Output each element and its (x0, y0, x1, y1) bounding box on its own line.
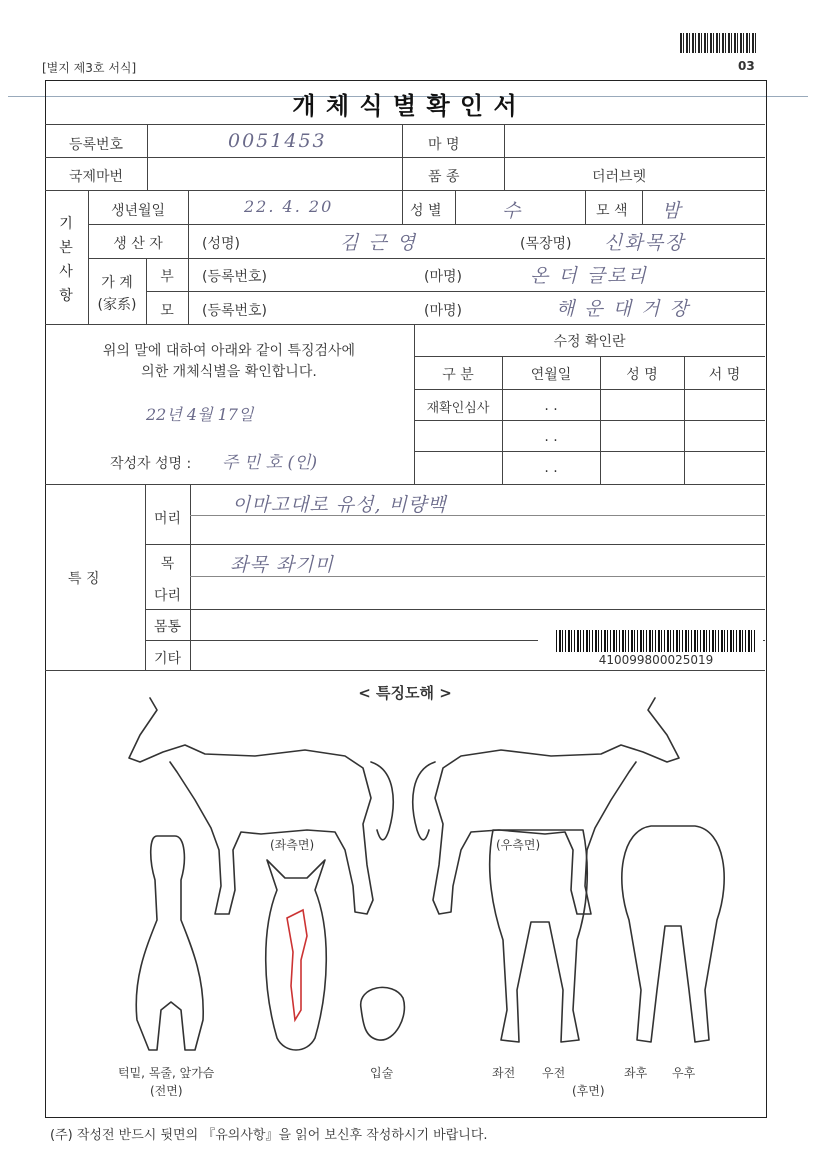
writer-label: 작성자 성명 : (110, 456, 192, 472)
neck-value: 좌목 좌기미 (230, 554, 334, 576)
sire-name: 온 더 글로리 (530, 265, 648, 287)
sire-name-sub: (마명) (424, 269, 462, 285)
front-caption: 턱밑, 목줄, 앞가슴 (118, 1066, 215, 1080)
revision-header-name: 성 명 (626, 367, 658, 383)
farm-name: 신화목장 (604, 232, 686, 254)
farm-name-sub: (목장명) (520, 236, 572, 252)
face-marking (287, 910, 307, 1020)
revision-row-2-date: . . (544, 429, 558, 445)
top-barcode (680, 33, 756, 53)
features-side-label: 특 징 (68, 571, 100, 587)
producer-name: 김 근 영 (340, 232, 418, 254)
revision-row-1-type: 재확인심사 (426, 401, 490, 416)
front-left-caption: 좌전 (492, 1066, 516, 1080)
lineage-label: 가 계 (101, 275, 133, 291)
hind-left-caption: 좌후 (624, 1066, 648, 1080)
revision-row-3-date: . . (544, 460, 558, 476)
other-label: 기타 (153, 651, 182, 667)
revision-title: 수정 확인란 (553, 334, 626, 350)
birth-date-value: 22. 4. 20 (244, 197, 334, 216)
diagram-title: < 특징도해 > (358, 684, 452, 702)
basic-info-side-label: 기 본 사 항 (59, 216, 73, 304)
page-title: 개 체 식 별 확 인 서 (292, 92, 518, 120)
neck-label: 목 (160, 556, 175, 572)
revision-header-date: 연월일 (530, 367, 572, 383)
color-label: 모 색 (596, 203, 628, 219)
breed-value: 더러브렛 (592, 169, 647, 185)
lineage-hanja: (家系) (97, 297, 137, 313)
muzzle (361, 987, 405, 1040)
legs-label: 다리 (153, 588, 182, 604)
writer-name: 주 민 호 (인) (222, 453, 318, 473)
dam-name: 해 운 대 거 장 (556, 298, 690, 320)
hind-right-caption: 우후 (672, 1066, 696, 1080)
dam-label: 모 (160, 303, 174, 319)
page-number: 03 (738, 59, 755, 73)
producer-name-sub: (성명) (202, 236, 240, 252)
left-side-caption: (좌측면) (270, 838, 315, 852)
head-label: 머리 (153, 511, 182, 527)
label-barcode-number: 410099800025019 (598, 653, 714, 667)
form-label: [별지 제3호 서식] (42, 61, 137, 75)
breed-label: 품 종 (428, 169, 460, 185)
dam-reg-sub: (등록번호) (202, 303, 268, 319)
producer-label: 생 산 자 (113, 236, 163, 252)
dam-name-sub: (마명) (424, 303, 462, 319)
reg-number-label: 등록번호 (68, 137, 124, 153)
head-front (266, 860, 327, 1050)
right-side-caption: (우측면) (496, 838, 541, 852)
sire-reg-sub: (등록번호) (202, 269, 268, 285)
confirm-text-1: 위의 말에 대하여 아래와 같이 특징검사에 (102, 343, 356, 359)
horse-diagrams (45, 690, 765, 1110)
front-view-horse (136, 836, 203, 1050)
confirm-text-2: 의한 개체식별을 확인합니다. (141, 364, 317, 380)
revision-header-sign: 서 명 (708, 367, 741, 383)
sex-label: 성 별 (410, 203, 442, 219)
left-side-horse (129, 698, 373, 914)
footer-note: (주) 작성전 반드시 뒷면의 『유의사항』을 읽어 보신후 작성하시기 바랍니다. (50, 1128, 488, 1143)
color-value: 밤 (662, 200, 683, 222)
label-barcode (556, 630, 756, 652)
head-value: 이마고대로 유성, 비량백 (232, 494, 447, 516)
revision-header-type: 구 분 (442, 367, 474, 383)
sire-label: 부 (160, 269, 174, 285)
rear-view-caption: (후면) (572, 1084, 605, 1098)
muzzle-caption: 입술 (370, 1066, 394, 1080)
rear-view-horse (622, 826, 724, 1042)
right-side-horse (433, 698, 679, 914)
front-view-caption: (전면) (150, 1084, 183, 1098)
reg-number-value: 0051453 (228, 130, 327, 152)
revision-row-1-date: . . (544, 398, 558, 414)
intl-number-label: 국제마번 (68, 169, 124, 185)
confirm-date: 22년 4월 17일 (146, 405, 254, 424)
birth-date-label: 생년월일 (110, 203, 166, 219)
horse-name-label: 마 명 (428, 137, 460, 153)
sex-value: 수 (502, 200, 523, 222)
front-right-caption: 우전 (542, 1066, 566, 1080)
body-label: 몸통 (153, 619, 182, 635)
